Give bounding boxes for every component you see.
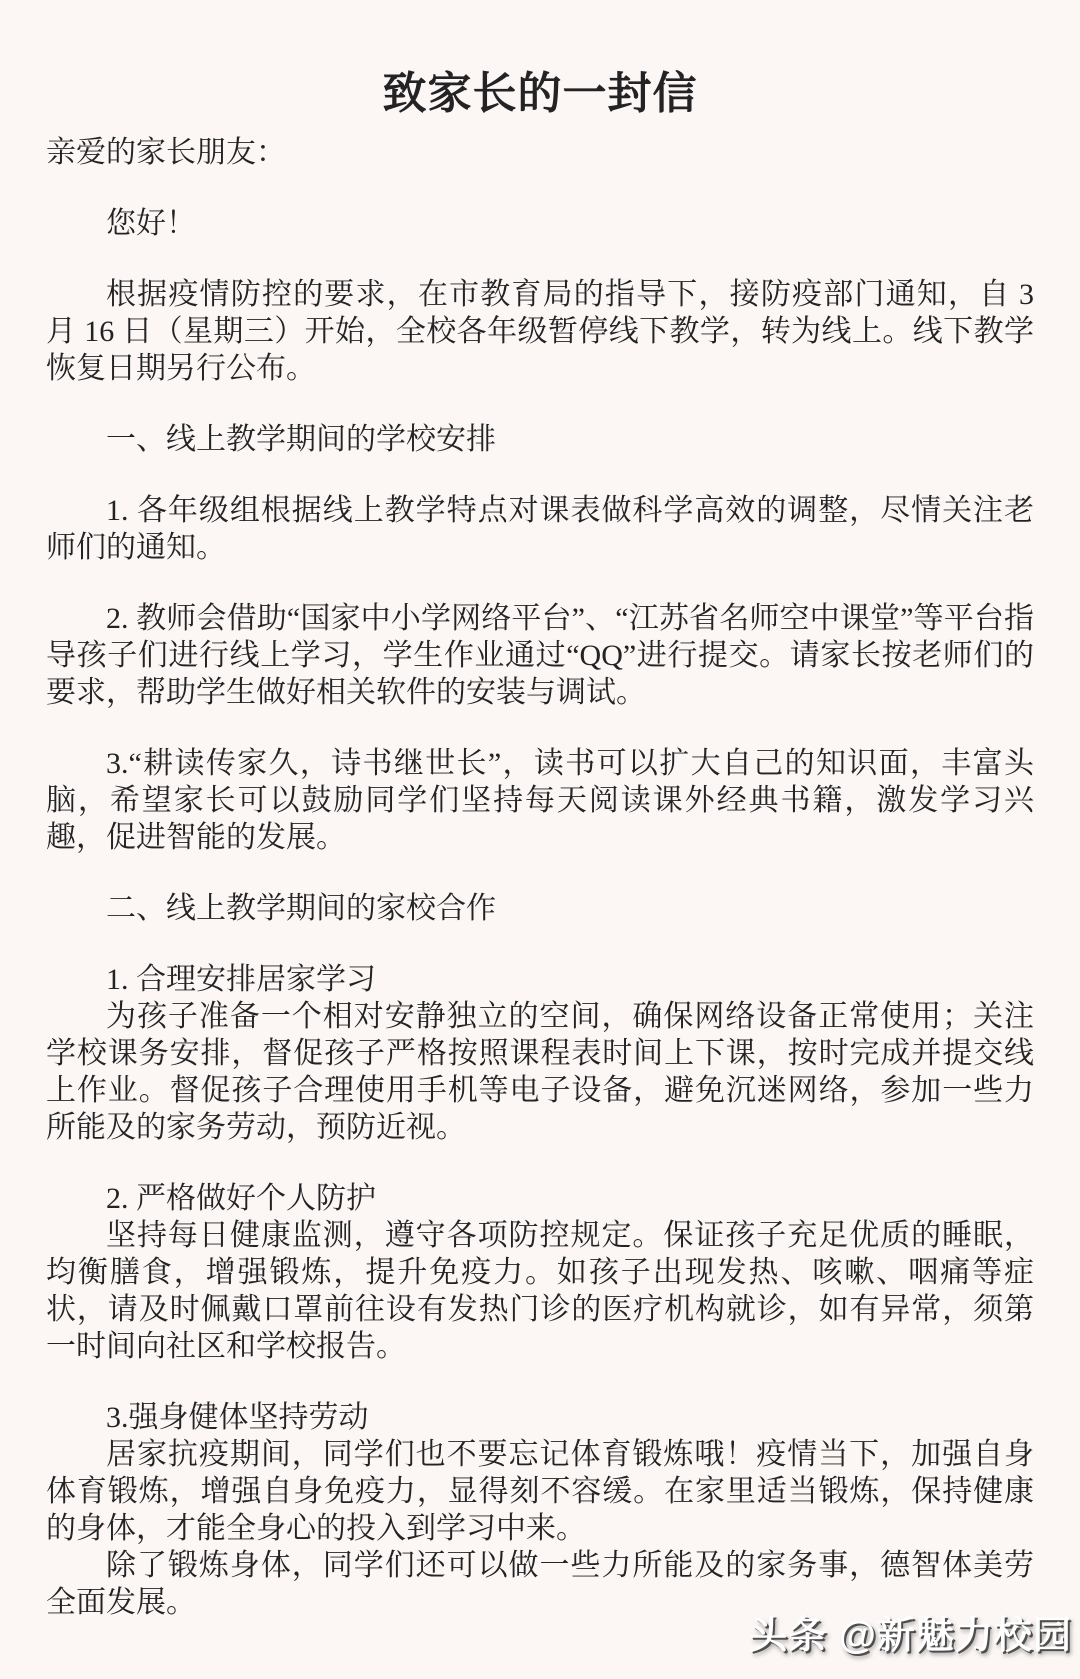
section2-item-1-paragraph: 为孩子准备一个相对安静独立的空间，确保网络设备正常使用；关注学校课务安排，督促孩子严格按照课程表时间上下课，按时完成并提交线上作业。督促孩子合理使用手机等电子设备，避免沉迷网络，参加一些力所能及的家务劳动，预防近视。: [46, 1000, 1034, 1144]
section1-heading: 一、线上教学期间的学校安排: [106, 423, 496, 456]
section2-item-3-paragraph-1: 居家抗疫期间，同学们也不要忘记体育锻炼哦！疫情当下，加强自身体育锻炼，增强自身免疫力，显得刻不容缓。在家里适当锻炼，保持健康的身体，才能全身心的投入到学习中来。: [46, 1438, 1034, 1545]
intro-paragraph: 根据疫情防控的要求，在市教育局的指导下，接防疫部门通知，自 3 月 16 日（星期三）开始，全校各年级暂停线下教学，转为线上。线下教学恢复日期另行公布。: [46, 278, 1034, 385]
section2-item-1: [46, 961, 1034, 1146]
letter-title: 致家长的一封信: [382, 69, 698, 118]
toutiao-watermark: 头条 @新魅力校园: [749, 1615, 1072, 1657]
section1-item-1: 1. 各年级组根据线上教学特点对课表做科学高效的调整，尽情关注老师们的通知。: [46, 494, 1034, 564]
greeting: 您好！: [106, 207, 196, 240]
section2-item-1-title: 1. 合理安排居家学习: [106, 963, 376, 996]
section1-item-2: 2. 教师会借助“国家中小学网络平台”、“江苏省名师空中课堂”等平台指导孩子们进行线上学习，学生作业通过“QQ”进行提交。请家长按老师们的要求，帮助学生做好相关软件的安装与调试。: [46, 602, 1034, 709]
salutation: 亲爱的家长朋友：: [46, 136, 286, 169]
section2-heading: 二、线上教学期间的家校合作: [106, 892, 496, 925]
section2-item-3: [46, 1399, 1034, 1621]
section1-item-3: 3.“耕读传家久，诗书继世长”，读书可以扩大自己的知识面，丰富头脑，希望家长可以鼓励同学们坚持每天阅读课外经典书籍，激发学习兴趣，促进智能的发展。: [46, 747, 1034, 854]
section2-item-3-title: 3.强身健体坚持劳动: [106, 1401, 369, 1434]
section2-item-2-paragraph: 坚持每日健康监测，遵守各项防控规定。保证孩子充足优质的睡眠，均衡膳食，增强锻炼，提升免疫力。如孩子出现发热、咳嗽、咽痛等症状，请及时佩戴口罩前往设有发热门诊的医疗机构就诊，如有异常，须第一时间向社区和学校报告。: [46, 1219, 1034, 1363]
section2-item-2: [46, 1180, 1034, 1365]
section2-item-2-title: 2. 严格做好个人防护: [106, 1182, 376, 1215]
section2-item-3-paragraph-2: 除了锻炼身体，同学们还可以做一些力所能及的家务事，德智体美劳全面发展。: [46, 1549, 1034, 1619]
